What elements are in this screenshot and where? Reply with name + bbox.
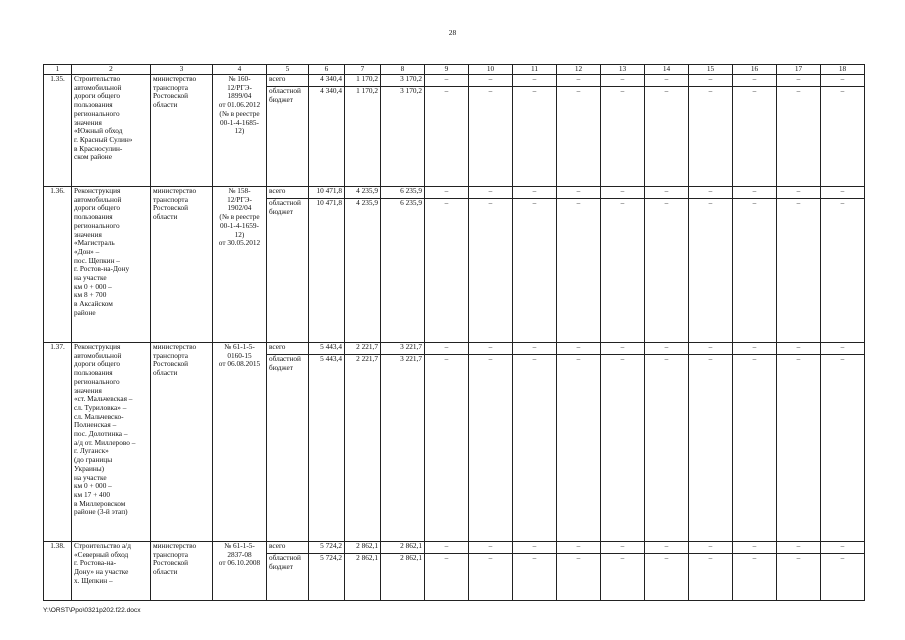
year-amount-cell: – [513,199,557,343]
year-amount-cell: – [601,542,645,554]
year-amount-cell: – [469,554,513,601]
year-amount-cell: – [777,75,821,87]
year-amount-cell: – [645,75,689,87]
total-amount: 5 443,4 [309,343,345,355]
column-number-header: 7 [345,65,381,75]
object-name-line: автомобильной [74,194,122,204]
object-name-line: дороги общего [74,359,121,369]
responsible-body [151,542,213,601]
year-amount-cell: – [821,355,865,542]
year-amount-cell: – [689,554,733,601]
year-amount-cell: – [821,542,865,554]
file-path-footer: Y:\ORST\Ppo\0321p202.f22.docx [43,607,141,614]
amount-col7: 2 221,7 [345,355,381,542]
column-number-header: 15 [689,65,733,75]
responsible-body [151,343,213,542]
object-name-line: км 17 + 400 [74,489,110,499]
year-amount-cell: – [601,187,645,199]
responsible-body [151,75,213,187]
amount-col7: 2 862,1 [345,542,381,554]
expertise-document-line: 12/РГЭ- [227,194,252,204]
expertise-document-line: 2837-08 [227,549,252,559]
column-number-header: 18 [821,65,865,75]
expertise-document-line: 12/РГЭ- [227,82,252,92]
year-amount-cell: – [689,343,733,355]
responsible-body-line: области [153,212,178,222]
expertise-document-line: № 160- [228,74,251,83]
year-amount-cell: – [821,554,865,601]
object-name-line: Полненская – [74,420,117,430]
year-amount-cell: – [777,199,821,343]
object-name-line: Реконструкция [74,186,121,195]
total-amount: 10 471,8 [309,199,345,343]
table-row [44,187,865,199]
responsible-body-line: министерство [153,342,197,351]
year-amount-cell: – [733,554,777,601]
object-name-line: г. Луганск» [74,446,109,456]
expertise-document-line: 1899/04 [227,91,252,101]
responsible-body-line: транспорта [153,350,188,360]
year-amount-cell: – [733,343,777,355]
responsible-body-line: транспорта [153,82,188,92]
responsible-body-line: Ростовской [153,203,189,213]
expertise-document-line: 00-1-4-1659- [220,220,259,230]
total-amount: 5 443,4 [309,355,345,542]
responsible-body-line: министерство [153,541,197,550]
object-name-line: ском районе [74,152,112,162]
object-name-line: Украины) [74,463,105,473]
column-number-header: 9 [425,65,469,75]
year-amount-cell: – [821,187,865,199]
year-amount-cell: – [777,343,821,355]
amount-col8: 2 862,1 [381,554,425,601]
object-name-line: сл. Мальчевско- [74,411,124,421]
expertise-document-line: (№ в реестре [219,108,260,118]
item-number: 1.37. [44,343,72,542]
column-number-header: 8 [381,65,425,75]
year-amount-cell: – [645,554,689,601]
year-amount-cell: – [689,187,733,199]
total-amount: 5 724,2 [309,554,345,601]
expertise-document [213,343,267,542]
object-name-line: сл. Туриловка» – [74,402,127,412]
object-name-line: «ст. Мальчевская – [74,394,133,404]
funding-source: всего [267,75,309,87]
year-amount-cell: – [733,355,777,542]
responsible-body-line: Ростовской [153,359,189,369]
year-amount-cell: – [733,187,777,199]
total-amount: 4 340,4 [309,75,345,87]
year-amount-cell: – [557,75,601,87]
object-name-line: районе [74,307,96,317]
object-name-line: км 0 + 000 – [74,281,112,291]
expertise-document-line: 1902/04 [227,203,252,213]
expertise-document [213,75,267,187]
program-table [43,64,865,601]
year-amount-cell: – [425,199,469,343]
funding-source: всего [267,542,309,554]
year-amount-cell: – [513,87,557,187]
year-amount-cell: – [645,355,689,542]
year-amount-cell: – [821,87,865,187]
object-name-line: пользования [74,368,113,378]
column-number-header: 14 [645,65,689,75]
object-name-line: значения [74,385,102,395]
year-amount-cell: – [601,554,645,601]
year-amount-cell: – [557,542,601,554]
year-amount-cell: – [821,75,865,87]
funding-source: всего [267,343,309,355]
object-name-line: в Миллеровском [74,498,126,508]
year-amount-cell: – [513,554,557,601]
amount-col7: 2 862,1 [345,554,381,601]
object-name-line: км 8 + 700 [74,290,107,300]
responsible-body-line: транспорта [153,549,188,559]
year-amount-cell: – [689,87,733,187]
object-name [72,542,151,601]
column-number-header: 12 [557,65,601,75]
column-number-header: 4 [213,65,267,75]
object-name-line: (до границы [74,455,113,465]
year-amount-cell: – [689,355,733,542]
expertise-document [213,542,267,601]
amount-col7: 1 170,2 [345,75,381,87]
year-amount-cell: – [645,199,689,343]
responsible-body-line: области [153,100,178,110]
object-name-line: дороги общего [74,203,121,213]
year-amount-cell: – [645,87,689,187]
year-amount-cell: – [601,199,645,343]
year-amount-cell: – [689,542,733,554]
amount-col8: 3 170,2 [381,87,425,187]
year-amount-cell: – [425,343,469,355]
table-row [44,75,865,87]
year-amount-cell: – [645,187,689,199]
column-number-header: 6 [309,65,345,75]
total-amount: 10 471,8 [309,187,345,199]
expertise-document-line: 12) [234,229,245,239]
column-number-header: 3 [151,65,213,75]
year-amount-cell: – [469,87,513,187]
object-name-line: дороги общего [74,91,121,101]
year-amount-cell: – [513,75,557,87]
object-name [72,343,151,542]
object-name [72,75,151,187]
object-name-line: автомобильной [74,82,122,92]
expertise-document-line: № 61-1-5- [224,541,255,550]
column-number-header: 13 [601,65,645,75]
object-name-line: «Магистраль [74,238,115,248]
column-number-header: 2 [72,65,151,75]
funding-source: областной бюджет [267,355,309,542]
column-number-header: 1 [44,65,72,75]
expertise-document-line: 00-1-4-1685- [220,117,259,127]
object-name-line: г. Ростова-на- [74,558,117,568]
year-amount-cell: – [425,542,469,554]
year-amount-cell: – [425,187,469,199]
year-amount-cell: – [601,355,645,542]
year-amount-cell: – [557,343,601,355]
object-name-line: Реконструкция [74,342,121,351]
column-number-header: 10 [469,65,513,75]
item-number: 1.38. [44,542,72,601]
object-name-line: пользования [74,212,113,222]
object-name-line: на участке [74,472,107,482]
funding-source: областной бюджет [267,199,309,343]
year-amount-cell: – [557,554,601,601]
expertise-document-line: от 30.05.2012 [218,238,261,248]
object-name-line: автомобильной [74,350,122,360]
funding-source: областной бюджет [267,87,309,187]
amount-col8: 6 235,9 [381,187,425,199]
year-amount-cell: – [513,355,557,542]
year-amount-cell: – [601,87,645,187]
responsible-body-line: министерство [153,186,197,195]
object-name-line: км 0 + 000 – [74,481,112,491]
year-amount-cell: – [425,87,469,187]
page-number: 28 [448,28,457,37]
expertise-document-line: 12) [234,126,245,136]
object-name-line: пос. Щепкин – [74,255,120,265]
column-number-header: 11 [513,65,557,75]
expertise-document-line: от 06.08.2015 [218,359,261,369]
responsible-body-line: транспорта [153,194,188,204]
object-name-line: пользования [74,100,113,110]
year-amount-cell: – [469,75,513,87]
column-number-header: 16 [733,65,777,75]
amount-col8: 3 221,7 [381,355,425,542]
year-amount-cell: – [689,75,733,87]
amount-col8: 3 170,2 [381,75,425,87]
amount-col7: 2 221,7 [345,343,381,355]
column-number-header: 17 [777,65,821,75]
responsible-body [151,187,213,343]
object-name-line: «Дон» – [74,246,100,256]
object-name-line: «Северный обход [74,549,129,559]
year-amount-cell: – [513,343,557,355]
object-name-line: регионального [74,220,120,230]
expertise-document-line: 0160-15 [227,350,252,360]
object-name-line: в Красносулин- [74,143,123,153]
year-amount-cell: – [821,199,865,343]
year-amount-cell: – [777,187,821,199]
year-amount-cell: – [645,542,689,554]
object-name-line: Строительство [74,74,121,83]
expertise-document-line: (№ в реестре [219,212,260,222]
object-name-line: а/д от. Миллерово – [74,437,136,447]
year-amount-cell: – [601,75,645,87]
responsible-body-line: Ростовской [153,558,189,568]
year-amount-cell: – [601,343,645,355]
year-amount-cell: – [777,542,821,554]
table-row [44,542,865,554]
year-amount-cell: – [821,343,865,355]
year-amount-cell: – [513,187,557,199]
responsible-body-line: области [153,567,178,577]
object-name-line: х. Щепкин – [74,575,113,585]
object-name-line: пос. Долотинка – [74,429,128,439]
year-amount-cell: – [733,75,777,87]
year-amount-cell: – [777,87,821,187]
object-name-line: значения [74,229,102,239]
amount-col8: 6 235,9 [381,199,425,343]
total-amount: 4 340,4 [309,87,345,187]
object-name-line: г. Ростов-на-Дону [74,264,130,274]
year-amount-cell: – [777,554,821,601]
year-amount-cell: – [777,355,821,542]
year-amount-cell: – [733,199,777,343]
object-name-line: г. Красный Сулин» [74,134,133,144]
amount-col8: 3 221,7 [381,343,425,355]
responsible-body-line: Ростовской [153,91,189,101]
expertise-document-line: от 06.10.2008 [218,558,261,568]
total-amount: 5 724,2 [309,542,345,554]
item-number: 1.35. [44,75,72,187]
year-amount-cell: – [557,199,601,343]
year-amount-cell: – [557,355,601,542]
year-amount-cell: – [425,554,469,601]
year-amount-cell: – [425,355,469,542]
year-amount-cell: – [469,187,513,199]
year-amount-cell: – [513,542,557,554]
object-name-line: регионального [74,108,120,118]
year-amount-cell: – [469,199,513,343]
amount-col7: 4 235,9 [345,199,381,343]
expertise-document-line: от 01.06.2012 [218,100,261,110]
item-number: 1.36. [44,187,72,343]
year-amount-cell: – [645,343,689,355]
year-amount-cell: – [557,187,601,199]
expertise-document-line: № 61-1-5- [224,342,255,351]
year-amount-cell: – [557,87,601,187]
year-amount-cell: – [733,87,777,187]
year-amount-cell: – [469,542,513,554]
year-amount-cell: – [689,199,733,343]
funding-source: всего [267,187,309,199]
object-name-line: на участке [74,273,107,283]
year-amount-cell: – [469,355,513,542]
object-name-line: районе (3-й этап) [74,507,128,517]
responsible-body-line: министерство [153,74,197,83]
object-name-line: Дону» на участке [74,567,129,577]
year-amount-cell: – [733,542,777,554]
responsible-body-line: области [153,368,178,378]
object-name-line: «Южный обход [74,126,123,136]
column-number-row [44,65,865,75]
expertise-document-line: № 158- [228,186,251,195]
object-name-line: значения [74,117,102,127]
amount-col8: 2 862,1 [381,542,425,554]
amount-col7: 4 235,9 [345,187,381,199]
funding-source: областной бюджет [267,554,309,601]
amount-col7: 1 170,2 [345,87,381,187]
expertise-document [213,187,267,343]
object-name-line: в Аксайском [74,299,113,309]
object-name [72,187,151,343]
table-row [44,343,865,355]
year-amount-cell: – [425,75,469,87]
year-amount-cell: – [469,343,513,355]
column-number-header: 5 [267,65,309,75]
object-name-line: регионального [74,376,120,386]
object-name-line: Строительство а/д [74,541,131,550]
